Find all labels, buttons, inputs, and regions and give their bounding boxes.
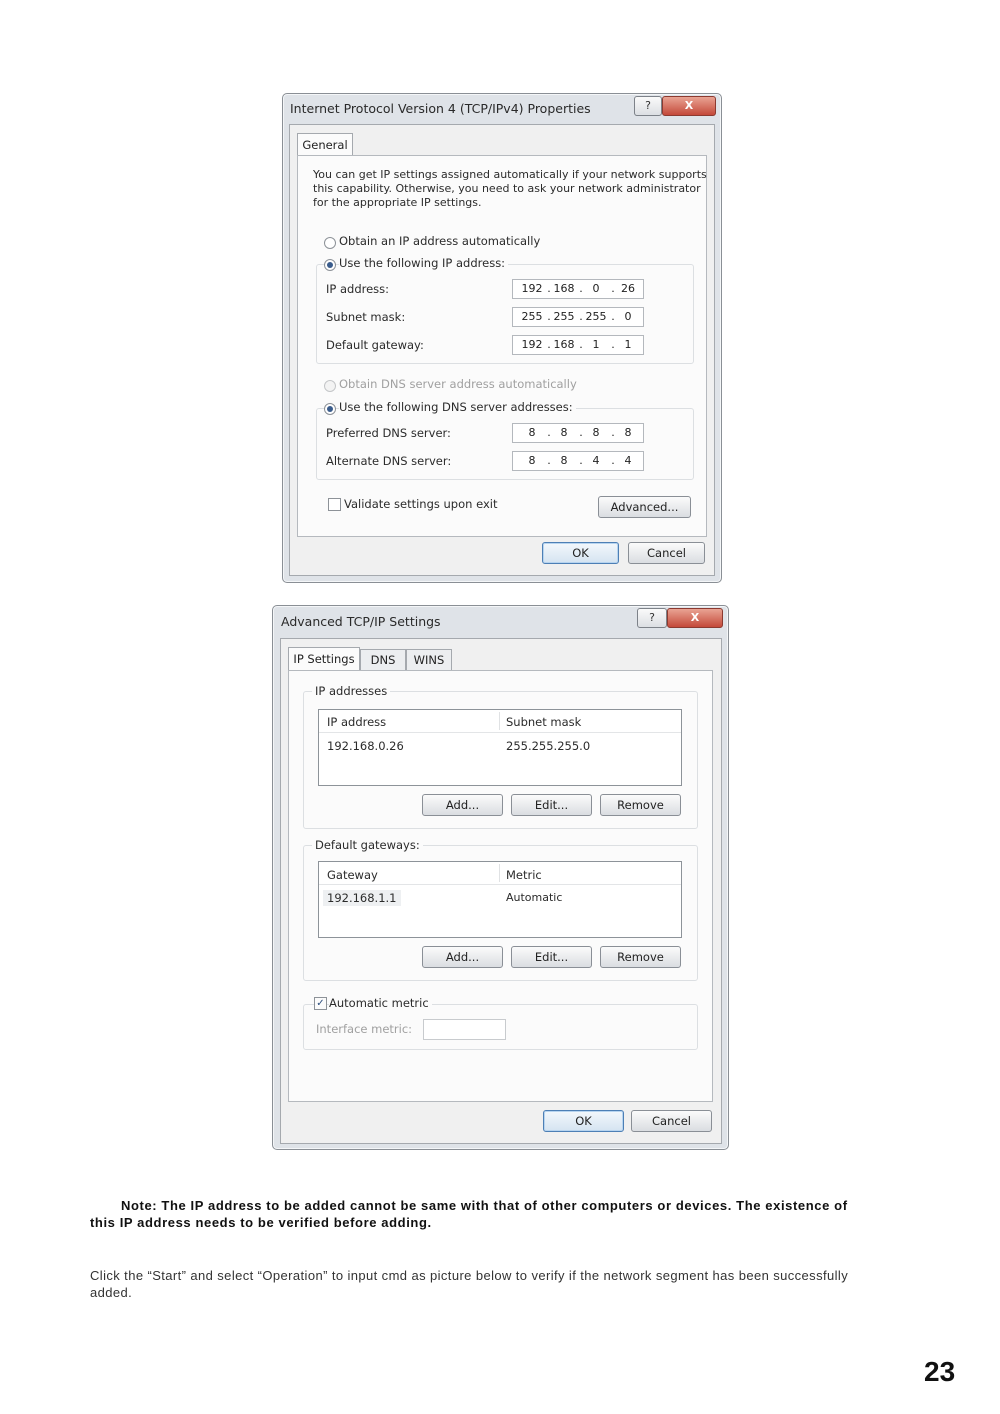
tab-general[interactable]: General bbox=[297, 133, 353, 156]
dialog-body bbox=[280, 638, 722, 1144]
default-gateways-group-label: Default gateways: bbox=[312, 838, 423, 852]
use-following-dns-radio[interactable] bbox=[324, 403, 336, 415]
table-row-ip[interactable]: 192.168.0.26 bbox=[327, 739, 404, 753]
help-button[interactable]: ? bbox=[634, 96, 662, 116]
ip-addresses-group-label: IP addresses bbox=[312, 684, 390, 698]
validate-settings-checkbox[interactable] bbox=[328, 498, 341, 511]
alternate-dns-label: Alternate DNS server: bbox=[326, 454, 452, 468]
description-line-3: for the appropriate IP settings. bbox=[313, 196, 482, 209]
table-row-mask[interactable]: 255.255.255.0 bbox=[506, 739, 591, 753]
use-following-dns-label: Use the following DNS server addresses: bbox=[339, 400, 576, 414]
ok-button[interactable]: OK bbox=[542, 542, 619, 564]
cancel-button[interactable]: Cancel bbox=[628, 542, 705, 564]
page-number: 23 bbox=[924, 1356, 956, 1387]
ip-add-button[interactable]: Add... bbox=[422, 794, 503, 816]
close-button[interactable]: X bbox=[667, 608, 723, 628]
ip-address-label: IP address: bbox=[326, 282, 390, 296]
gateway-remove-button[interactable]: Remove bbox=[600, 946, 681, 968]
instruction-line-1: Click the “Start” and select “Operation” to input cmd as picture below to verify if the network segment has been successfully bbox=[90, 1268, 849, 1283]
table-row-gateway[interactable]: 192.168.1.1 bbox=[323, 890, 401, 906]
note-line-2: this IP address needs to be verified before adding. bbox=[90, 1215, 432, 1230]
automatic-metric-label: Automatic metric bbox=[329, 996, 432, 1010]
help-button[interactable]: ? bbox=[637, 608, 667, 628]
obtain-ip-auto-label: Obtain an IP address automatically bbox=[339, 234, 541, 248]
tab-wins[interactable]: WINS bbox=[406, 649, 452, 670]
ip-settings-panel bbox=[288, 670, 713, 1102]
default-gateway-label: Default gateway: bbox=[326, 338, 424, 352]
ip-remove-button[interactable]: Remove bbox=[600, 794, 681, 816]
obtain-dns-auto-radio[interactable] bbox=[324, 380, 336, 392]
obtain-dns-auto-label: Obtain DNS server address automatically bbox=[339, 377, 577, 391]
alternate-dns-field[interactable]: 8 . 8 . 4 . 4 bbox=[512, 451, 644, 471]
close-button[interactable]: X bbox=[662, 96, 716, 116]
column-header-metric[interactable]: Metric bbox=[506, 868, 542, 882]
cancel-button[interactable]: Cancel bbox=[631, 1110, 712, 1132]
gateway-edit-button[interactable]: Edit... bbox=[511, 946, 592, 968]
interface-metric-label: Interface metric: bbox=[316, 1022, 413, 1036]
column-separator bbox=[499, 712, 500, 730]
ok-button[interactable]: OK bbox=[543, 1110, 624, 1132]
subnet-mask-field[interactable]: 255 . 255 . 255 . 0 bbox=[512, 307, 644, 327]
automatic-metric-checkbox[interactable]: ✓ bbox=[314, 997, 327, 1010]
advanced-tcpip-dialog bbox=[272, 605, 729, 1150]
ip-addresses-list[interactable] bbox=[318, 709, 682, 786]
preferred-dns-label: Preferred DNS server: bbox=[326, 426, 451, 440]
description-line-2: this capability. Otherwise, you need to ask your network administrator bbox=[313, 182, 701, 195]
obtain-ip-auto-radio[interactable] bbox=[324, 237, 336, 249]
instruction-line-2: added. bbox=[90, 1285, 133, 1300]
use-following-ip-radio[interactable] bbox=[324, 259, 336, 271]
use-following-ip-label: Use the following IP address: bbox=[339, 256, 508, 270]
description-line-1: You can get IP settings assigned automatically if your network supports bbox=[313, 168, 707, 181]
advanced-button[interactable]: Advanced... bbox=[598, 496, 691, 518]
gateway-add-button[interactable]: Add... bbox=[422, 946, 503, 968]
interface-metric-field[interactable] bbox=[423, 1019, 506, 1040]
list-header bbox=[319, 862, 681, 885]
subnet-mask-label: Subnet mask: bbox=[326, 310, 406, 324]
column-header-gateway[interactable]: Gateway bbox=[327, 868, 378, 882]
preferred-dns-field[interactable]: 8 . 8 . 8 . 8 bbox=[512, 423, 644, 443]
list-header bbox=[319, 710, 681, 733]
dialog-title: Advanced TCP/IP Settings bbox=[281, 614, 441, 629]
column-separator bbox=[499, 864, 500, 882]
column-header-subnet-mask[interactable]: Subnet mask bbox=[506, 715, 582, 729]
note-line-1: Note: The IP address to be added cannot be same with that of other computers or devices. The existence of bbox=[121, 1198, 848, 1213]
validate-settings-label: Validate settings upon exit bbox=[344, 497, 498, 511]
dialog-body bbox=[289, 124, 715, 576]
general-panel bbox=[297, 155, 707, 537]
ipv4-properties-dialog bbox=[282, 93, 722, 583]
ip-address-field[interactable]: 192 . 168 . 0 . 26 bbox=[512, 279, 644, 299]
tab-dns[interactable]: DNS bbox=[360, 649, 406, 670]
default-gateway-field[interactable]: 192 . 168 . 1 . 1 bbox=[512, 335, 644, 355]
column-header-ip-address[interactable]: IP address bbox=[327, 715, 387, 729]
dialog-title: Internet Protocol Version 4 (TCP/IPv4) Properties bbox=[290, 101, 591, 116]
ip-edit-button[interactable]: Edit... bbox=[511, 794, 592, 816]
tab-ip-settings[interactable]: IP Settings bbox=[288, 647, 360, 672]
table-row-metric[interactable]: Automatic bbox=[506, 891, 563, 904]
gateways-list[interactable] bbox=[318, 861, 682, 938]
